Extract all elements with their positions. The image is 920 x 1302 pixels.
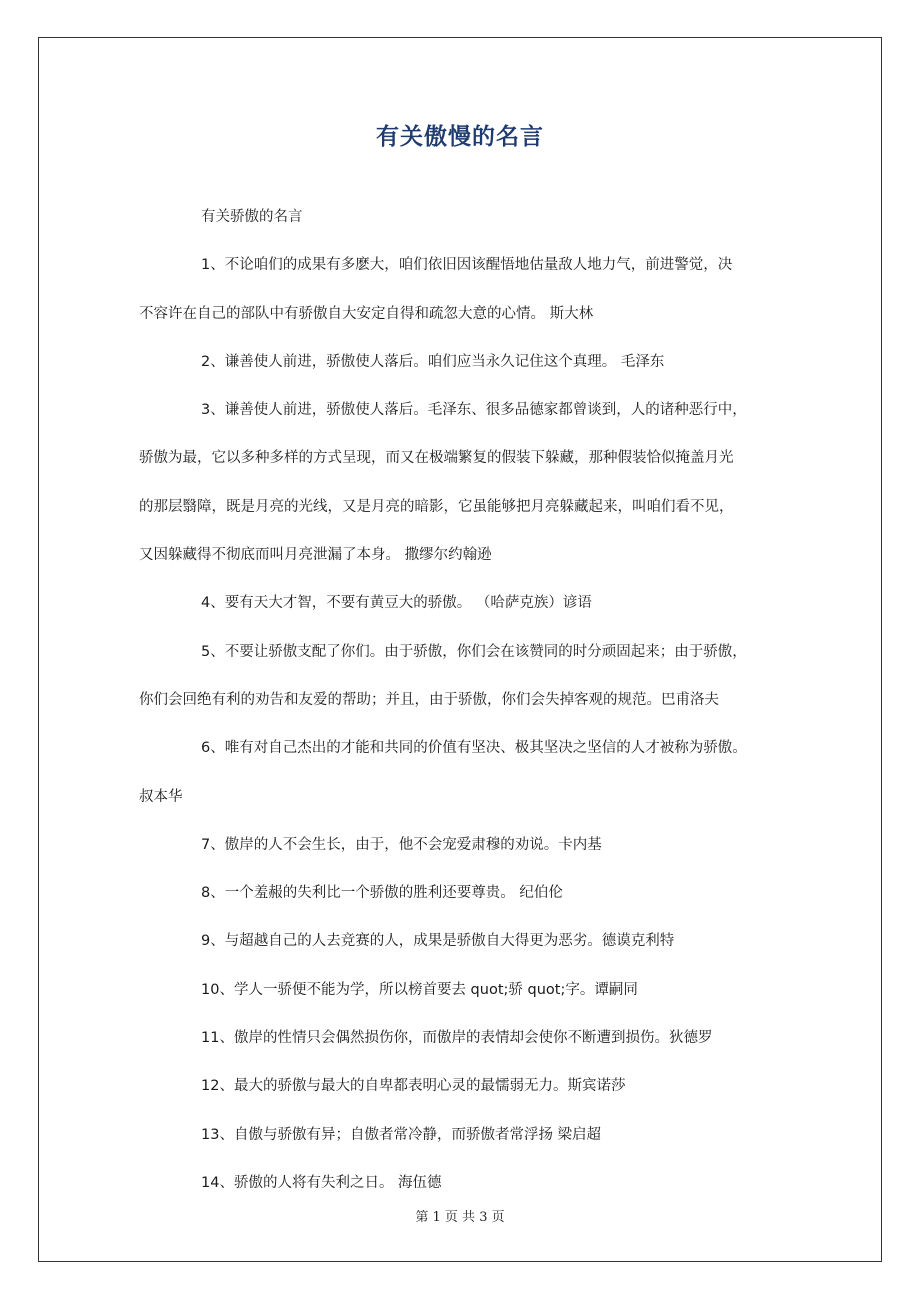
- text-line: 的那层翳障，既是月亮的光线，又是月亮的暗影，它虽能够把月亮躲藏起来，叫咱们看不见，: [139, 498, 734, 515]
- page-footer: 第 1 页 共 3 页: [415, 1210, 505, 1225]
- text-line: 12、最大的骄傲与最大的自卑都表明心灵的最懦弱无力。斯宾诺莎: [201, 1078, 626, 1095]
- text-line: 14、骄傲的人将有失利之日。 海伍德: [201, 1174, 442, 1191]
- document-title: 有关傲慢的名言: [376, 124, 544, 150]
- text-line: 4、要有天大才智，不要有黄豆大的骄傲。 （哈萨克族）谚语: [201, 595, 592, 612]
- text-line: 9、与超越自己的人去竞赛的人，成果是骄傲自大得更为恶劣。德谟克利特: [201, 933, 675, 950]
- text-line: 叔本华: [139, 788, 183, 805]
- text-line: 又因躲藏得不彻底而叫月亮泄漏了本身。 撒缪尔约翰逊: [139, 547, 492, 564]
- text-line: 你们会回绝有利的劝告和友爱的帮助；并且，由于骄傲，你们会失掉客观的规范。巴甫洛夫: [139, 691, 719, 708]
- text-line: 7、傲岸的人不会生长，由于，他不会宠爱肃穆的劝说。卡内基: [201, 836, 602, 853]
- text-line: 13、自傲与骄傲有异；自傲者常冷静，而骄傲者常浮扬 梁启超: [201, 1126, 602, 1143]
- text-line: 6、唯有对自己杰出的才能和共同的价值有坚决、极其坚决之坚信的人才被称为骄傲。: [201, 740, 747, 757]
- text-line: 不容许在自己的部队中有骄傲自大安定自得和疏忽大意的心情。 斯大林: [139, 305, 594, 322]
- text-line: 有关骄傲的名言: [201, 209, 303, 225]
- document-body: [139, 193, 784, 1207]
- text-line: 8、一个羞赧的失利比一个骄傲的胜利还要尊贵。 纪伯伦: [201, 885, 563, 902]
- text-line: 11、傲岸的性情只会偶然损伤你，而傲岸的表情却会使你不断遭到损伤。狄德罗: [201, 1030, 713, 1047]
- text-line: 3、谦善使人前进，骄傲使人落后。毛泽东、很多品德家都曾谈到，人的诸种恶行中，: [201, 402, 747, 419]
- text-line: 1、不论咱们的成果有多麽大，咱们依旧因该醒悟地估量敌人地力气，前进警觉，决: [201, 257, 733, 274]
- text-line: 骄傲为最，它以多种多样的方式呈现，而又在极端繁复的假装下躲藏，那种假装恰似掩盖月光: [139, 450, 734, 467]
- text-line: 10、学人一骄便不能为学，所以榜首要去 quot;骄 quot;字。谭嗣同: [201, 981, 638, 998]
- text-line: 5、不要让骄傲支配了你们。由于骄傲，你们会在该赞同的时分顽固起来；由于骄傲，: [201, 643, 747, 660]
- text-line: 2、谦善使人前进，骄傲使人落后。咱们应当永久记住这个真理。 毛泽东: [201, 353, 665, 370]
